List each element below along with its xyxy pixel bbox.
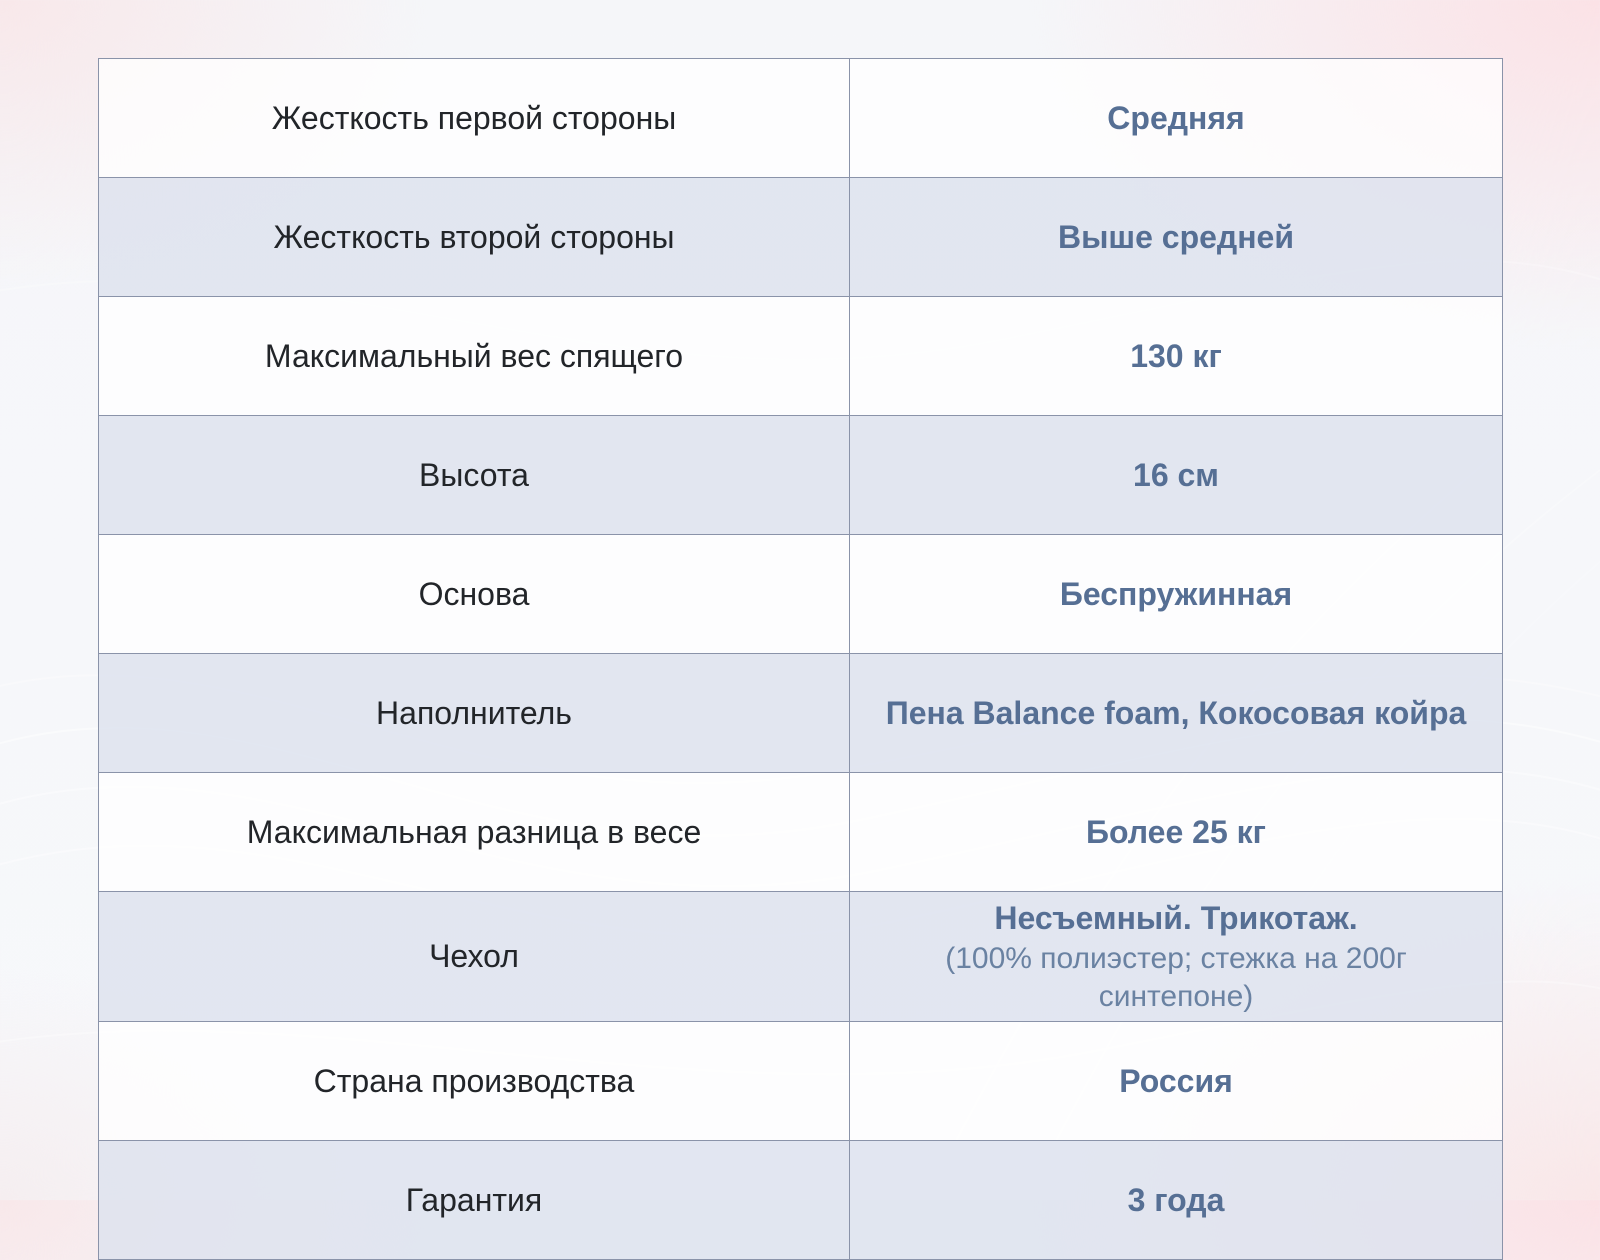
spec-value: [850, 1141, 1503, 1260]
spec-value: [850, 416, 1503, 535]
spec-value: [850, 59, 1503, 178]
spec-value-text: 3 года: [1127, 1182, 1225, 1218]
table-row: [99, 654, 1503, 773]
spec-label: Наполнитель: [99, 654, 850, 773]
spec-value-text: Несъемный. Трикотаж.: [994, 900, 1358, 936]
spec-value-text: 16 см: [1133, 457, 1219, 493]
spec-value: [850, 178, 1503, 297]
table-row: [99, 773, 1503, 892]
spec-value-text: Выше средней: [1057, 219, 1295, 255]
spec-label: Жесткость первой стороны: [99, 59, 850, 178]
spec-label: Страна производства: [99, 1022, 850, 1141]
spec-label: Чехол: [99, 892, 850, 1022]
spec-value: [850, 535, 1503, 654]
spec-value-text: Средняя: [1107, 100, 1245, 136]
table-row: [99, 178, 1503, 297]
specs-table-body: [99, 59, 1503, 1260]
spec-value-text: 130 кг: [1130, 338, 1222, 374]
spec-label: Жесткость второй стороны: [99, 178, 850, 297]
table-row: [99, 416, 1503, 535]
spec-value: [850, 297, 1503, 416]
spec-value-text: Более 25 кг: [1086, 814, 1266, 850]
spec-label: Максимальный вес спящего: [99, 297, 850, 416]
spec-value-text: Пена Balance foam, Кокосовая койра: [885, 695, 1467, 731]
table-row: [99, 1022, 1503, 1141]
spec-value: [850, 654, 1503, 773]
table-row: [99, 297, 1503, 416]
spec-value: [850, 1022, 1503, 1141]
spec-value-text: Беспружинная: [1059, 576, 1293, 612]
spec-value: [850, 892, 1503, 1022]
table-row: [99, 535, 1503, 654]
spec-label: Гарантия: [99, 1141, 850, 1260]
spec-label: Высота: [99, 416, 850, 535]
table-row: [99, 59, 1503, 178]
spec-value-note: (100% полиэстер; стежка на 200г синтепоне): [945, 942, 1407, 1013]
specs-table: [98, 58, 1503, 1260]
table-row: [99, 1141, 1503, 1260]
spec-label: Максимальная разница в весе: [99, 773, 850, 892]
spec-label: Основа: [99, 535, 850, 654]
table-row: [99, 892, 1503, 1022]
spec-value-text: Россия: [1119, 1063, 1233, 1099]
spec-value: [850, 773, 1503, 892]
